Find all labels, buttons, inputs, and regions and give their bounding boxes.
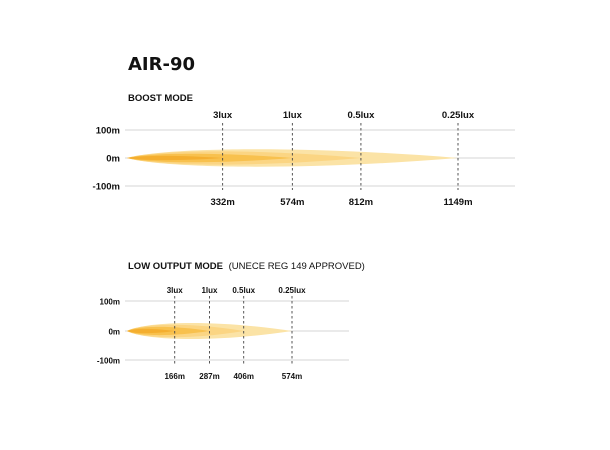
lux-label: 0.25lux (441, 110, 475, 121)
distance-label: 574m (280, 197, 305, 208)
y-tick-label: -100m (92, 181, 120, 193)
lux-label: 3lux (213, 110, 233, 121)
y-tick-label: 0m (108, 327, 120, 337)
distance-label: 1149m (443, 197, 473, 208)
distance-label: 574m (281, 372, 303, 381)
lux-label: 1lux (201, 286, 218, 295)
chart-1-plot (93, 110, 515, 208)
lux-label: 3lux (166, 286, 183, 295)
lux-label: 1lux (282, 110, 302, 121)
y-tick-label: 100m (95, 125, 120, 137)
chart-2-plot (97, 286, 349, 381)
y-tick-label: 0m (106, 153, 120, 165)
chart-1-title: BOOST MODE (128, 93, 193, 104)
y-tick-label: 100m (99, 297, 120, 307)
distance-label: 812m (348, 197, 374, 208)
lux-label: 0.5lux (347, 110, 375, 121)
distance-label: 332m (210, 197, 235, 208)
distance-label: 406m (233, 372, 254, 381)
chart-2-title-line (128, 261, 365, 272)
y-tick-label: -100m (96, 356, 120, 366)
distance-label: 166m (164, 372, 185, 381)
chart-2-subtitle: (UNECE REG 149 APPROVED) (228, 261, 365, 272)
lux-label: 0.25lux (278, 286, 306, 295)
product-title: AIR-90 (128, 54, 196, 75)
chart-2-title: LOW OUTPUT MODE (128, 261, 223, 272)
distance-label: 287m (199, 372, 220, 381)
lux-label: 0.5lux (232, 286, 256, 295)
